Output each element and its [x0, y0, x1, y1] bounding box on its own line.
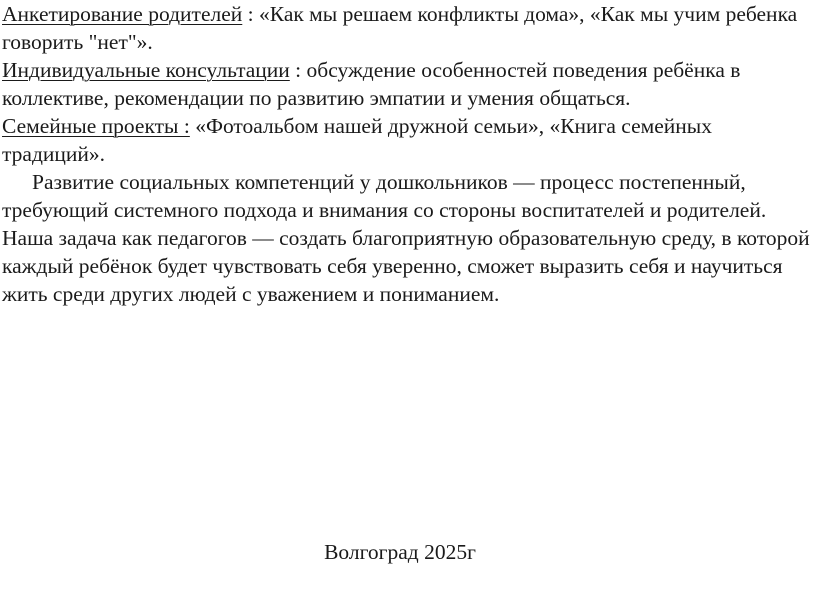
item-label-individual-consultations: Индивидуальные консультации: [2, 58, 290, 82]
item-family-projects: [2, 112, 812, 168]
conclusion-paragraph: Развитие социальных компетенций у дошкольников — процесс постепенный, требующий системного подхода и внимания со стороны воспитателей и родителей. Наша задача как педагогов — создать благоприятную образовательную среду, в которой каждый ребёнок будет чувствовать себя уверенно, сможет выразить себя и научиться жить среди других людей с уважением и пониманием.: [2, 170, 810, 306]
document-body: [2, 0, 812, 308]
item-text-family-projects: «Фотоальбом нашей дружной семьи», «Книга семейных традиций».: [2, 114, 713, 166]
item-individual-consultations: [2, 56, 812, 112]
item-parent-survey: [2, 0, 812, 56]
item-label-family-projects: Семейные проекты :: [2, 114, 190, 138]
item-label-parent-survey: Анкетирование родителей: [2, 2, 243, 26]
item-text-individual-consultations: обсуждение особенностей поведения ребёнка в коллективе, рекомендации по развитию эмпатии и умения общаться.: [2, 58, 741, 110]
item-separator: :: [289, 58, 307, 82]
footer-city-year: Волгоград 2025г: [324, 540, 476, 564]
item-separator: :: [242, 2, 260, 26]
item-text-parent-survey: «Как мы решаем конфликты дома», «Как мы учим ребенка говорить "нет"».: [2, 2, 798, 54]
